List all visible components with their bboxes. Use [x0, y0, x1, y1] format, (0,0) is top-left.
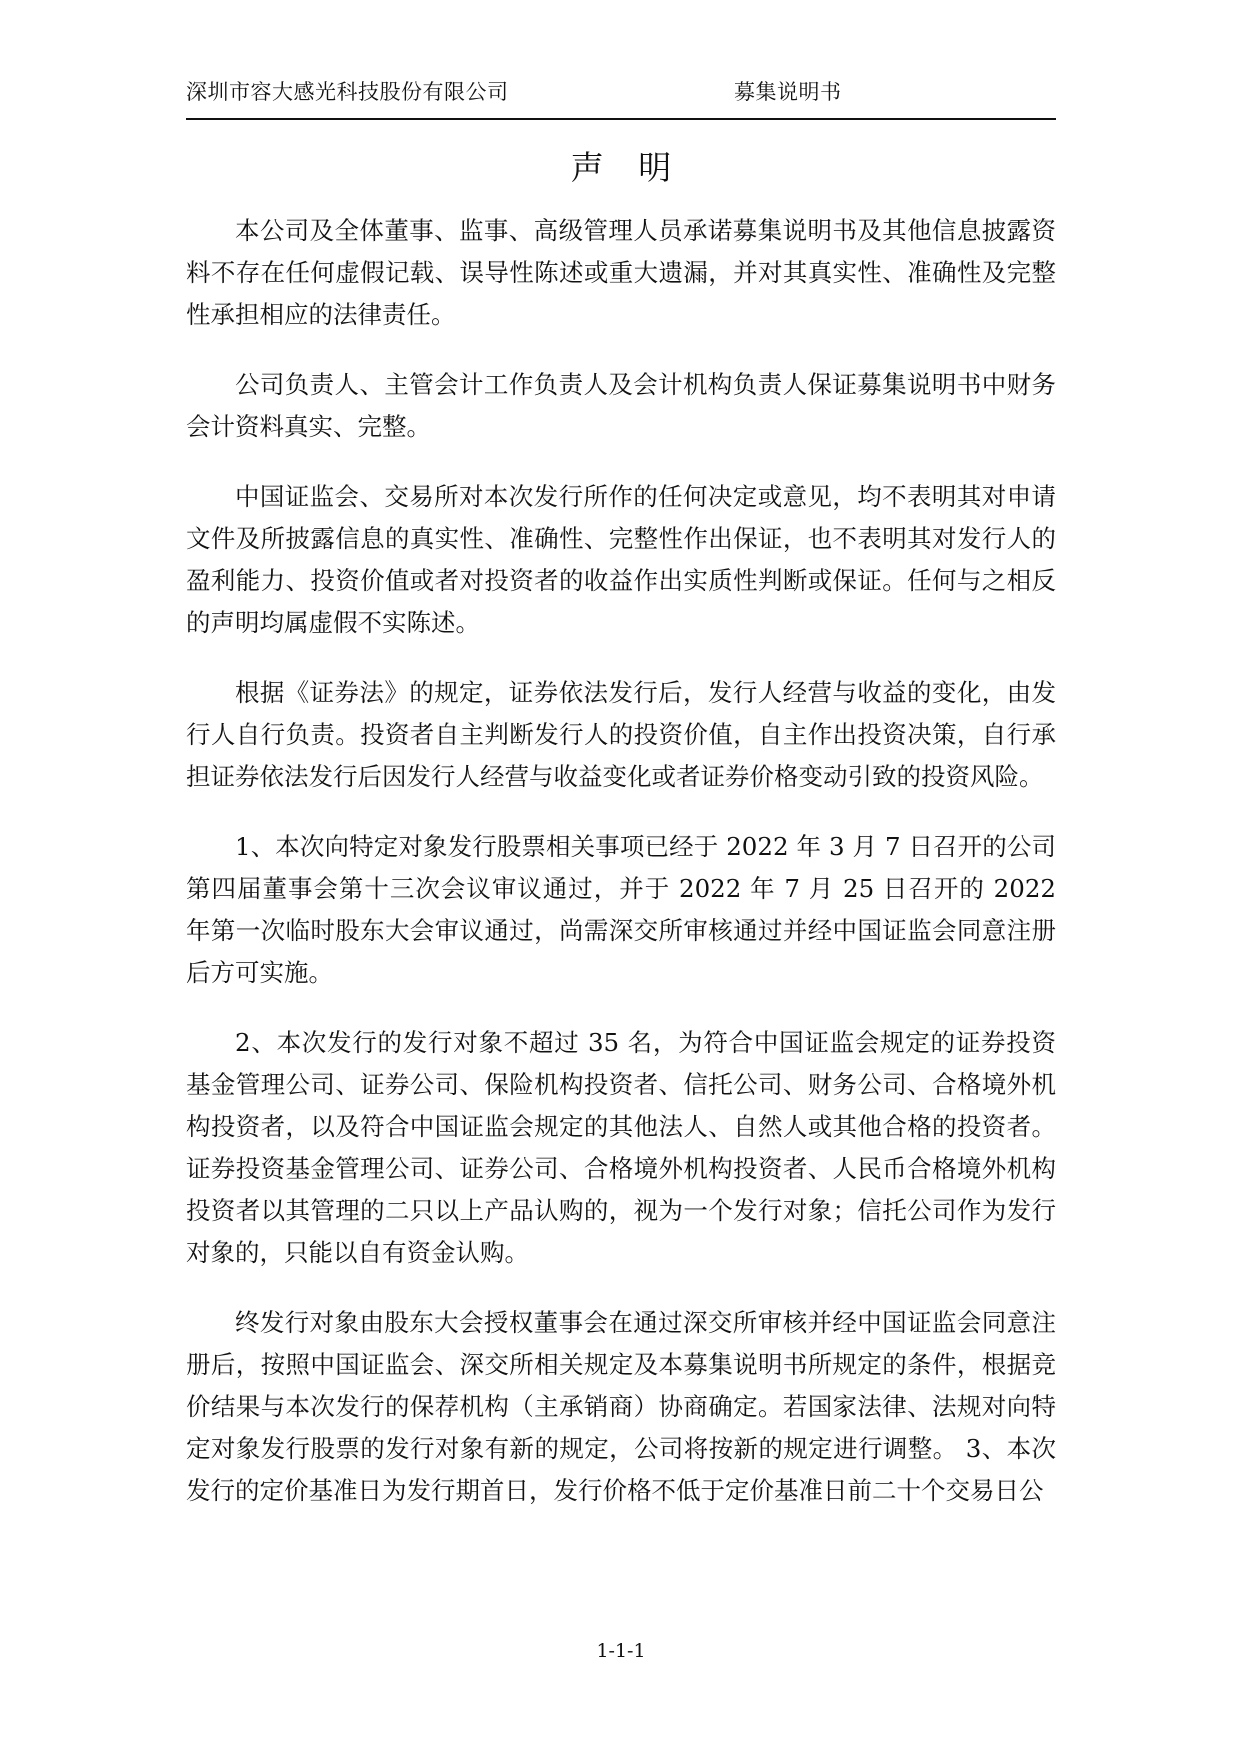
paragraph-issuance-targets: 2、本次发行的发行对象不超过 35 名，为符合中国证监会规定的证券投资基金管理公司、证券公司、保险机构投资者、信托公司、财务公司、合格境外机构投资者，以及符合中国证监会规定的其他法人、自然人或其他合格的投资者。证券投资基金管理公司、证券公司、合格境外机构投资者、人民币合格境外机构投资者以其管理的二只以上产品认购的，视为一个发行对象；信托公司作为发行对象的，只能以自有资金认购。: [186, 1028, 1056, 1267]
header-company-name: 深圳市容大感光科技股份有限公司: [186, 80, 509, 104]
paragraph-approval-status: 1、本次向特定对象发行股票相关事项已经于 2022 年 3 月 7 日召开的公司第四届董事会第十三次会议审议通过，并于 2022 年 7 月 25 日召开的 2022 年第一次临时股东大会审议通过，尚需深交所审核通过并经中国证监会同意注册后方可实施。: [186, 832, 1056, 987]
paragraph-investment-risk: 根据《证券法》的规定，证券依法发行后，发行人经营与收益的变化，由发行人自行负责。投资者自主判断发行人的投资价值，自主作出投资决策，自行承担证券依法发行后因发行人经营与收益变化或者证券价格变动引致的投资风险。: [186, 678, 1056, 791]
page-title: 声 明: [570, 148, 684, 187]
paragraph-financial-guarantee: 公司负责人、主管会计工作负责人及会计机构负责人保证募集说明书中财务会计资料真实、完整。: [186, 370, 1056, 441]
header-document-title: 募集说明书: [734, 80, 842, 104]
paragraph-disclosure-commitment: 本公司及全体董事、监事、高级管理人员承诺募集说明书及其他信息披露资料不存在任何虚假记载、误导性陈述或重大遗漏，并对其真实性、准确性及完整性承担相应的法律责任。: [186, 216, 1056, 329]
paragraph-final-targets-pricing: 终发行对象由股东大会授权董事会在通过深交所审核并经中国证监会同意注册后，按照中国证监会、深交所相关规定及本募集说明书所规定的条件，根据竞价结果与本次发行的保荐机构（主承销商）协商确定。若国家法律、法规对向特定对象发行股票的发行对象有新的规定，公司将按新的规定进行调整。 3、本次发行的定价基准日为发行期首日，发行价格不低于定价基准日前二十个交易日公: [186, 1308, 1056, 1505]
page-header: [186, 70, 1056, 120]
statement-body: [186, 210, 1056, 1512]
page-number: 1-1-1: [596, 1640, 646, 1662]
paragraph-regulator-disclaimer: 中国证监会、交易所对本次发行所作的任何决定或意见，均不表明其对申请文件及所披露信息的真实性、准确性、完整性作出保证，也不表明其对发行人的盈利能力、投资价值或者对投资者的收益作出实质性判断或保证。任何与之相反的声明均属虚假不实陈述。: [186, 482, 1056, 637]
header-rule: [186, 118, 1056, 120]
